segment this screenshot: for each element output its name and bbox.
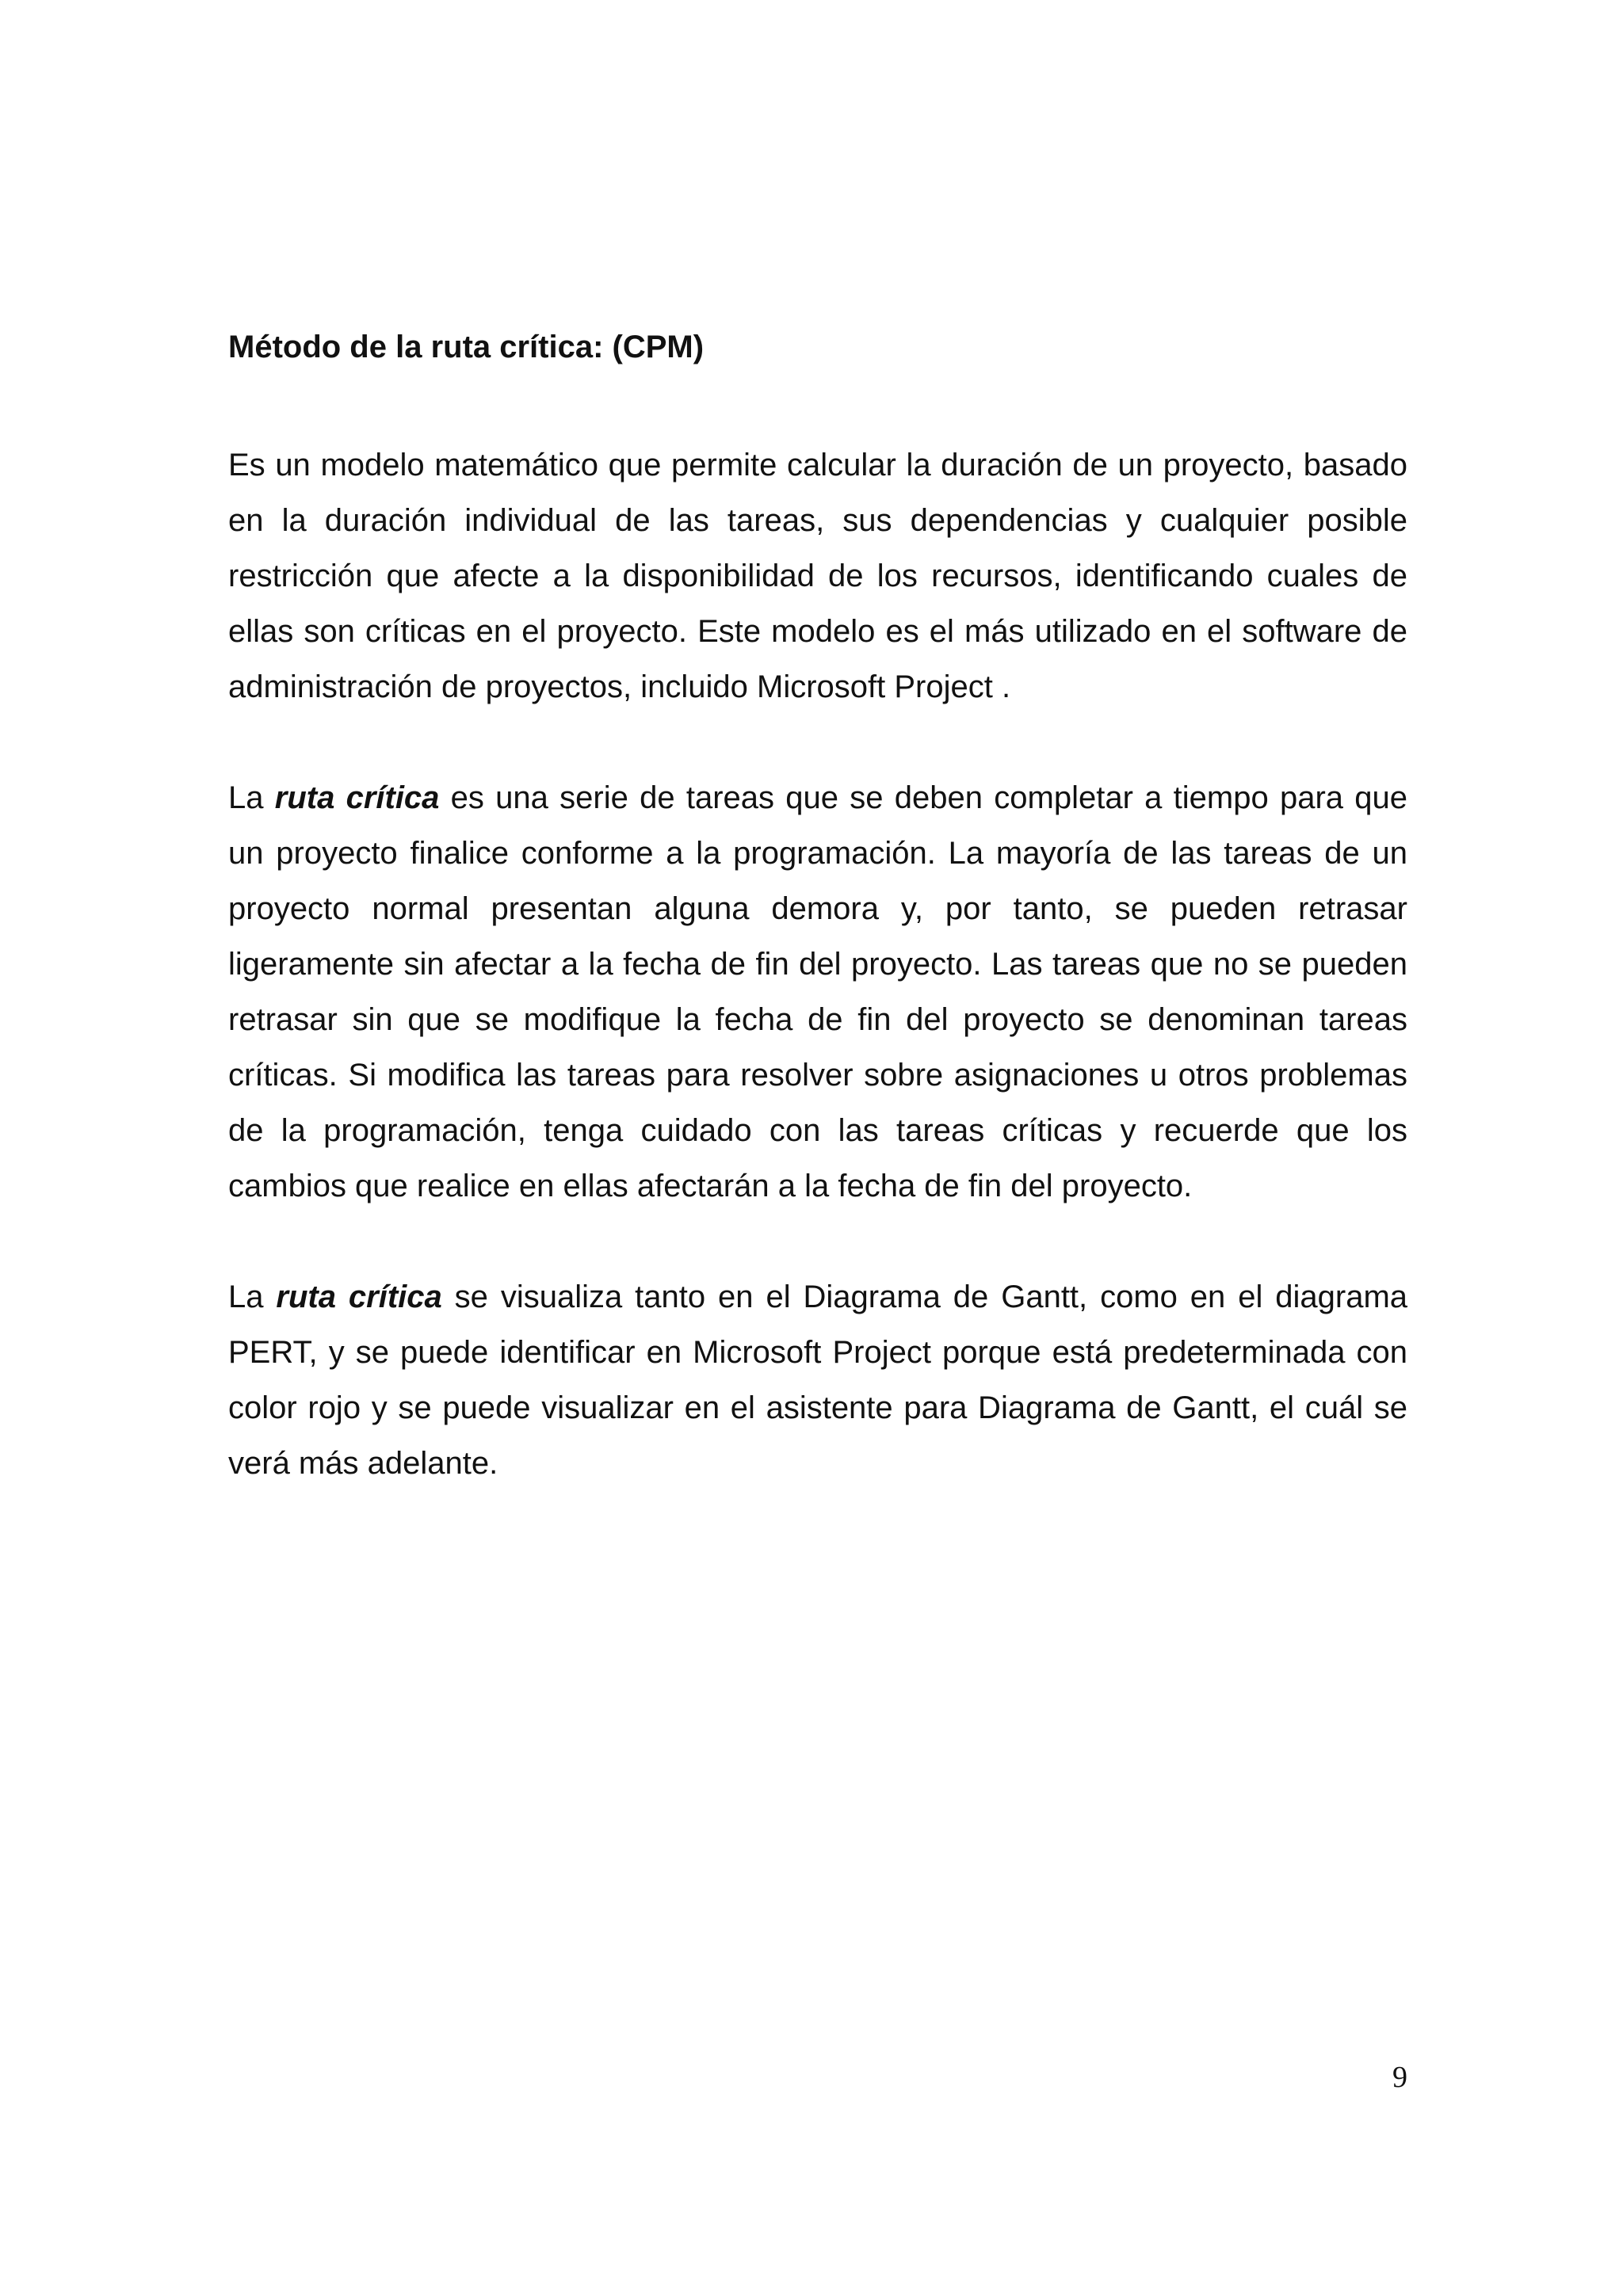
paragraph-visualization — [228, 1269, 1407, 1491]
paragraph-definition: Es un modelo matemático que permite calcular la duración de un proyecto, basado en la duración individual de las tareas, sus dependencias y cualquier posible restricción que afecte a la disponibilidad de los recursos, identificando cuales de ellas son críticas en el proyecto. Este modelo es el más utilizado en el software de administración de proyectos, incluido Microsoft Project . — [228, 448, 1407, 704]
paragraph-body: se visualiza tanto en el Diagrama de Gantt, como en el diagrama PERT, y se puede identificar en Microsoft Project porque está predeterminada con color rojo y se puede visualizar en el asistente para Diagrama de Gantt, el cuál se verá más adelante. — [228, 1280, 1408, 1481]
emphasis-term: ruta crítica — [276, 1280, 442, 1314]
emphasis-term: ruta crítica — [274, 780, 440, 815]
paragraph-body: es una serie de tareas que se deben completar a tiempo para que un proyecto finalice conforme a la programación. La mayoría de las tareas de un proyecto normal presentan alguna demora y, por tanto, se pueden retrasar ligeramente sin afectar a la fecha de fin del proyecto. Las tareas que no se pueden retrasar sin que se modifique la fecha de fin del proyecto se denominan tareas críticas. Si modifica las tareas para resolver sobre asignaciones u otros problemas de la programación, tenga cuidado con las tareas críticas y recuerde que los cambios que realice en ellas afectarán a la fecha de fin del proyecto. — [228, 780, 1407, 1203]
section-heading: Método de la ruta crítica: (CPM) — [228, 330, 705, 364]
paragraph-prefix: La — [228, 1280, 277, 1314]
paragraph-prefix: La — [228, 780, 275, 815]
paragraph-critical-path — [228, 770, 1407, 1214]
page-number: 9 — [1392, 2061, 1407, 2094]
page-content — [228, 323, 1407, 1547]
